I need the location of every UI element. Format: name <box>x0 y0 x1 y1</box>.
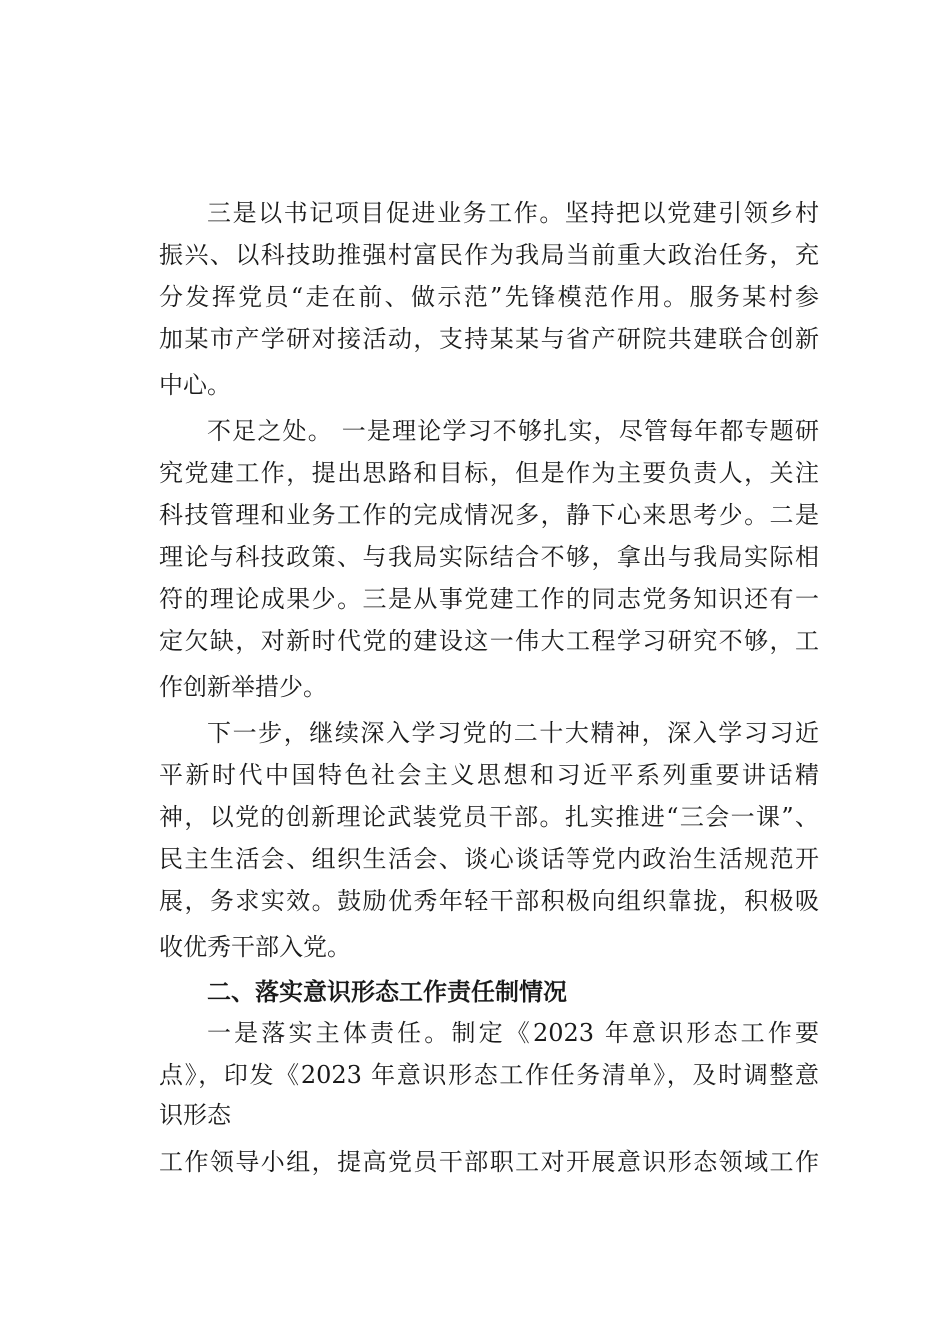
paragraph-3-line-2: 平新时代中国特色社会主义思想和习近平系列重要讲话精 <box>159 761 819 789</box>
paragraph-2-line-3: 科技管理和业务工作的完成情况多，静下心来思考少。二是 <box>159 501 819 529</box>
paragraph-3-line-4: 民主生活会、组织生活会、谈心谈话等党内政治生活规范开 <box>159 845 819 873</box>
paragraph-1-line-3: 分发挥党员“走在前、做示范”先锋模范作用。服务某村参 <box>159 283 819 311</box>
paragraph-2-line-4: 理论与科技政策、与我局实际结合不够，拿出与我局实际相 <box>159 543 819 571</box>
paragraph-2-line-2: 究党建工作，提出思路和目标，但是作为主要负责人，关注 <box>159 459 819 487</box>
paragraph-4-line-4: 工作领导小组，提高党员干部职工对开展意识形态领域工作 <box>159 1148 819 1176</box>
section-heading: 二、落实意识形态工作责任制情况 <box>207 978 567 1006</box>
paragraph-2-line-5: 符的理论成果少。三是从事党建工作的同志党务知识还有一 <box>159 585 819 613</box>
paragraph-2-line-6: 定欠缺，对新时代党的建设这一伟大工程学习研究不够，工 <box>159 627 819 655</box>
paragraph-2-line-1: 不足之处。 一是理论学习不够扎实，尽管每年都专题研 <box>207 417 819 445</box>
paragraph-3-line-3: 神，以党的创新理论武装党员干部。扎实推进“三会一课”、 <box>159 803 819 831</box>
paragraph-1-line-4: 加某市产学研对接活动，支持某某与省产研院共建联合创新 <box>159 325 819 353</box>
paragraph-3-line-1: 下一步，继续深入学习党的二十大精神，深入学习习近 <box>207 719 819 747</box>
paragraph-1-line-2: 振兴、以科技助推强村富民作为我局当前重大政治任务，充 <box>159 241 819 269</box>
paragraph-2-line-7: 作创新举措少。 <box>159 673 327 701</box>
paragraph-4-line-2: 点》，印发《2023 年意识形态工作任务清单》，及时调整意 <box>159 1061 819 1089</box>
paragraph-3-line-5: 展，务求实效。鼓励优秀年轻干部积极向组织靠拢，积极吸 <box>159 887 819 915</box>
paragraph-4-line-1: 一是落实主体责任。制定《2023 年意识形态工作要 <box>207 1019 819 1047</box>
paragraph-4-line-3: 识形态 <box>159 1101 231 1129</box>
paragraph-3-line-6: 收优秀干部入党。 <box>159 933 351 961</box>
paragraph-1-line-5: 中心。 <box>159 371 231 399</box>
paragraph-1-line-1: 三是以书记项目促进业务工作。坚持把以党建引领乡村 <box>207 199 819 227</box>
